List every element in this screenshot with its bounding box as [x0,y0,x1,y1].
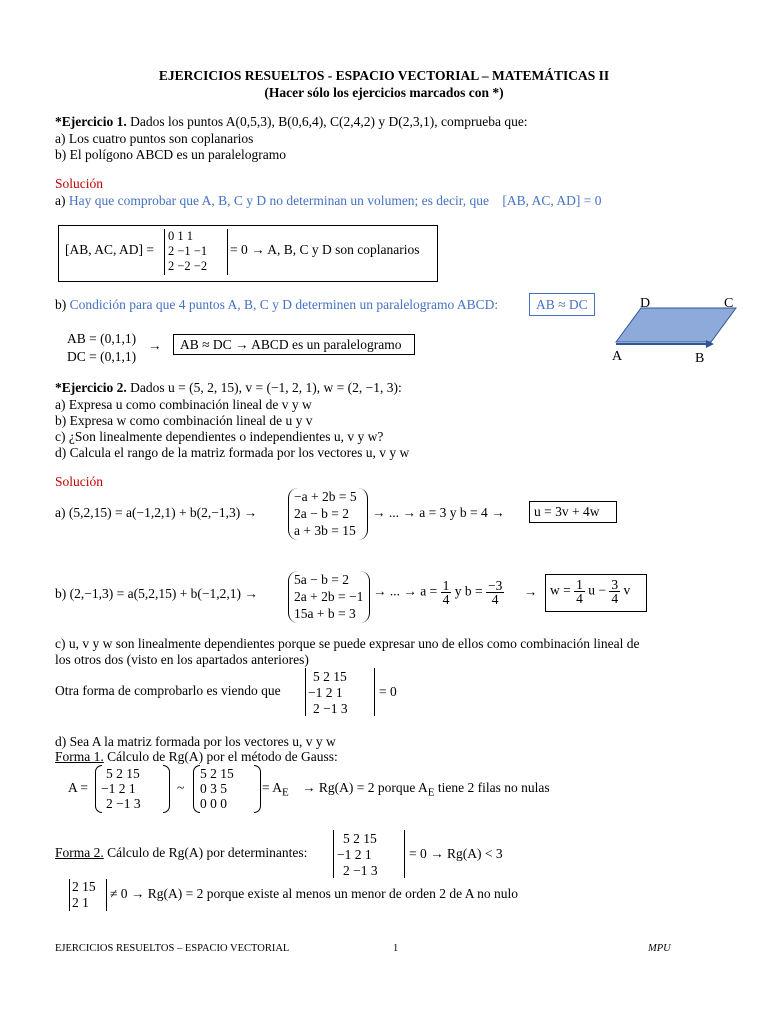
matrix-a-row: 2 −1 3 [106,796,141,811]
system-2a-eq: a + 3b = 15 [294,523,356,538]
forma-2-line [55,845,307,861]
footer-page-number: 1 [393,943,399,954]
exercise-1-part-a: a) Los cuatro puntos son coplanarios [55,131,254,146]
sol-2b-lhs: b) (2,−1,3) = a(5,2,15) + b(−1,2,1) → [55,586,258,601]
fig-label-c: C [724,296,734,311]
det-4-row: −1 2 1 [337,847,372,862]
det-1-row: 2 −2 −2 [168,259,208,273]
solution-1a-text: Hay que comprobar que A, B, C y D no determinan un volumen; es decir, que [68,193,489,208]
result-2b-prefix: w = [550,582,571,598]
solution-1b-text: Condición para que 4 puntos A, B, C y D determinen un paralelogramo ABCD: [69,297,499,312]
exercise-2-statement [55,380,402,396]
rank-1-text: → Rg(A) = 2 porque A [302,780,428,795]
fraction-num: −3 [487,578,503,593]
det-1-result: = 0 → A, B, C y D son coplanarios [230,242,420,257]
conclusion-text: AB ≈ DC → ABCD es un paralelogramo [180,337,402,352]
det-4-result: = 0 → Rg(A) < 3 [409,846,503,861]
sol-2a-lhs: a) (5,2,15) = a(−1,2,1) + b(2,−1,3) → [55,505,258,520]
page-subtitle: (Hacer sólo los ejercicios marcados con *) [264,85,504,100]
exercise-2-part-b: b) Expresa w como combinación lineal de u y v [55,413,313,428]
solution-1a-prefix: a) [55,193,66,208]
fraction-num: 1 [442,578,450,593]
det-4-row: 5 2 15 [343,831,377,846]
fig-label-a: A [612,349,623,364]
forma-1-text: Cálculo de Rg(A) por el método de Gauss: [107,749,338,764]
det-3-row: −1 2 1 [308,685,343,700]
fraction-den: 4 [491,592,499,607]
sol-2c-line-2: los otros dos (visto en los apartados anteriores) [55,652,309,667]
minor-result: ≠ 0 → Rg(A) = 2 porque existe al menos un menor de orden 2 de A no nulo [110,886,518,901]
rank-1-line [302,780,550,799]
matrix-e-row: 5 2 15 [200,766,234,781]
exercise-2-part-a: a) Expresa u como combinación lineal de v y w [55,397,312,412]
fraction-den: 4 [576,591,583,606]
result-2b-mid: u − [588,582,606,598]
solution-1b-prefix: b) [55,297,67,312]
det-1-row: 0 1 1 [168,229,193,243]
result-2b [550,578,630,605]
fraction-num: 3 [611,577,619,592]
det-3-row: 5 2 15 [313,669,347,684]
matrix-e-right-paren [254,765,261,813]
arrow-1: → [148,338,162,353]
footer-right: MPU [648,943,671,954]
ab-equation: AB = (0,1,1) [67,331,137,346]
exercise-2-text: Dados u = (5, 2, 15), v = (−1, 2, 1), w = (2, −1, 3): [130,380,402,395]
fraction-den: 4 [442,592,450,607]
footer-left: EJERCICIOS RESUELTOS – ESPACIO VECTORIAL [55,943,290,954]
forma-1-line [55,749,338,765]
solution-heading-1: Solución [55,176,104,191]
matrix-e-result [262,780,289,799]
page-title: EJERCICIOS RESUELTOS - ESPACIO VECTORIAL – MATEMÁTICAS II [158,68,610,83]
system-2b-eq: 15a + b = 3 [294,606,356,621]
subscript-e: E [282,786,289,799]
minor-row: 2 1 [72,895,89,910]
sol-2a-result: → ... → a = 3 y b = 4 → [372,505,505,520]
fraction-a [441,579,452,606]
exercise-1-part-b: b) El polígono ABCD es un paralelogramo [55,147,286,162]
det-3-result: = 0 [379,684,397,699]
exercise-2-part-d: d) Calcula el rango de la matriz formada por los vectores u, v y w [55,445,410,460]
exercise-1-label: *Ejercicio 1. [55,114,127,129]
det-3-row: 2 −1 3 [313,701,348,716]
tilde: ~ [177,780,185,795]
fraction-c [574,578,585,605]
sol-2b-result-prefix: → ... → a = [373,583,438,599]
dc-equation: DC = (0,1,1) [67,349,137,364]
subscript-e: E [427,786,435,799]
matrix-e-row: 0 0 0 [200,796,227,811]
exercise-1-statement [55,114,528,130]
sol-2b-result [373,579,537,606]
solution-1a-line [55,193,601,209]
det-1-prefix: [AB, AC, AD] = [65,242,154,257]
matrix-e-left-paren [193,765,200,813]
forma-2-text: Cálculo de Rg(A) por determinantes: [107,845,308,860]
fraction-b [486,579,504,606]
result-2b-suffix: v [623,582,631,598]
rank-1-suffix: tiene 2 filas no nulas [437,780,550,795]
det-4-row: 2 −1 3 [343,863,378,878]
sol-2c-line-1: c) u, v y w son linealmente dependientes porque se puede expresar uno de ellos como combinación lineal de [55,636,640,651]
sol-2d-line: d) Sea A la matriz formada por los vectores u, v y w [55,734,336,749]
matrix-e-eq: = A [262,780,282,795]
exercise-2-label: *Ejercicio 2. [55,380,127,395]
sol-2c-line-3: Otra forma de comprobarlo es viendo que [55,683,281,698]
forma-1-label: Forma 1. [55,749,104,764]
matrix-a-row: 5 2 15 [106,766,140,781]
solution-heading-2: Solución [55,474,104,489]
condition-text: AB ≈ DC [536,297,588,312]
matrix-a-row: −1 2 1 [101,781,136,796]
minor-row: 2 15 [72,879,96,894]
parallelogram-shape [616,308,736,342]
sol-2b-arrow: → [523,583,538,599]
system-2a-eq: 2a − b = 2 [294,506,349,521]
matrix-a-right-paren [163,765,170,813]
fraction-den: 4 [611,591,619,606]
exercise-2-part-c: c) ¿Son linealmente dependientes o independientes u, v y w? [55,429,384,444]
fig-label-b: B [695,351,705,366]
solution-1a-condition: [AB, AC, AD] = 0 [502,193,602,208]
det-1-row: 2 −1 −1 [168,244,208,258]
fraction-num: 1 [576,577,583,592]
result-2a: u = 3v + 4w [534,504,600,519]
matrix-e-row: 0 3 5 [200,781,227,796]
system-2b-eq: 2a + 2b = −1 [294,589,364,604]
sol-2b-y: y b = [454,583,483,599]
matrix-a-prefix: A = [68,780,88,795]
forma-2-label: Forma 2. [55,845,104,860]
fraction-d [609,578,620,605]
system-2a-eq: −a + 2b = 5 [294,489,357,504]
system-2b-eq: 5a − b = 2 [294,572,349,587]
exercise-1-text: Dados los puntos A(0,5,3), B(0,6,4), C(2,4,2) y D(2,3,1), comprueba que: [130,114,528,129]
solution-1b-line [55,297,498,313]
fig-label-d: D [640,296,651,311]
